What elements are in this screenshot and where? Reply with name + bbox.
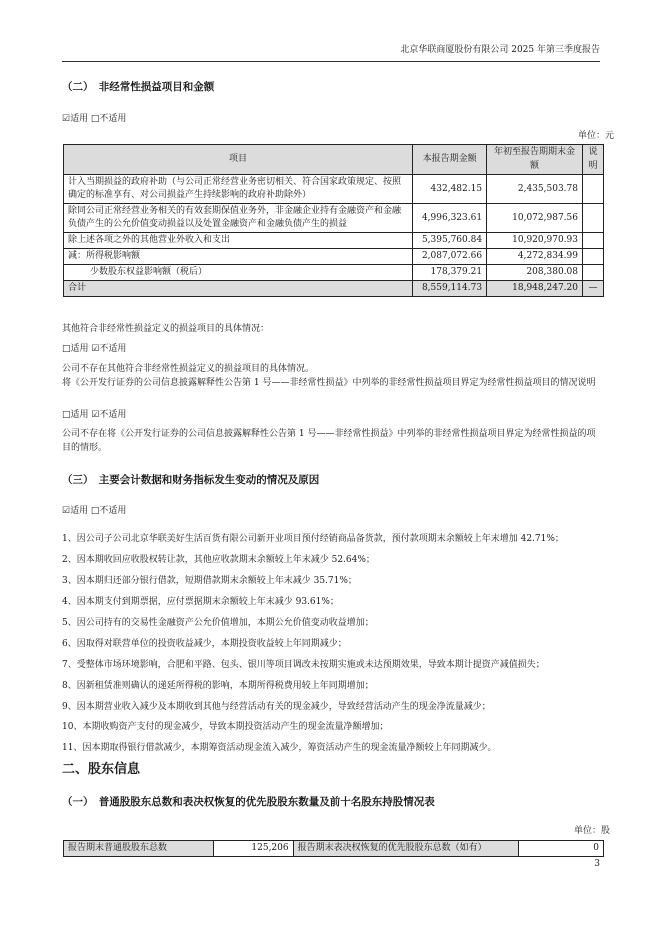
list-item: 7、受整体市场环境影响，合肥和平路、包头、银川等项目调改未按期实施或未达预期效果，导致本期计提资产减值损失；	[62, 659, 545, 670]
page-number: 3	[594, 859, 600, 869]
row-item: 计入当期损益的政府补助（与公司正常经营业务密切相关、符合国家政策规定、按照确定的标准享有、对公司损益产生持续影响的政府补助除外）	[64, 175, 413, 204]
header-note: 说明	[582, 145, 603, 175]
header-ytd: 年初至报告期期末金额	[487, 145, 583, 175]
table-row	[64, 175, 604, 204]
unit-label-sec2: 单位：元	[577, 131, 614, 141]
non-recurring-table	[63, 144, 604, 297]
list-item: 10、本期收购资产支付的现金减少，导致本期投资活动产生的现金流量净额增加；	[62, 722, 389, 733]
row-note	[582, 233, 603, 249]
header-item: 项目	[64, 145, 413, 175]
other-statement: 公司不存在其他符合非经常性损益定义的损益项目的具体情况。	[62, 364, 315, 374]
header-current: 本报告期金额	[413, 145, 487, 175]
row-current: 8,559,114.73	[413, 281, 487, 297]
list-item: 5、因公司持有的交易性金融资产公允价值增加，本期公允价值变动收益增加；	[62, 617, 374, 628]
row-note	[582, 249, 603, 265]
list-item: 4、因本期支付到期票据，应付票据期末余额较上年末减少 93.61%；	[62, 596, 339, 607]
row-item: 少数股东权益影响额（税后）	[64, 265, 413, 281]
list-item: 8、因新租赁准则确认的递延所得税的影响，本期所得税费用较上年同期增加；	[62, 680, 374, 691]
part-title-shareholders: 二、股东信息	[62, 762, 141, 777]
other-items-text: 其他符合非经常性损益定义的损益项目的具体情况：	[62, 324, 270, 334]
list-item: 6、因取得对联营单位的投资收益减少，本期投资收益较上年同期减少；	[62, 638, 347, 649]
value-preferred-holders: 0	[519, 841, 604, 857]
row-current: 5,395,760.84	[413, 233, 487, 249]
list-item: 2、因本期收回应收股权转让款，其他应收款期末余额较上年末减少 52.64%；	[62, 554, 375, 565]
label-common-holders: 报告期末普通股股东总数	[64, 841, 214, 857]
list-item: 11、因本期取得银行借款减少，本期筹资活动现金流入减少，筹资活动产生的现金流量净额较上年同期减少。	[62, 743, 497, 754]
row-item: 除上述各项之外的其他营业外收入和支出	[64, 233, 413, 249]
other-applicability: □适用 ☑不适用	[62, 344, 127, 354]
table-total-row	[64, 281, 604, 297]
subsection-title-shareholders: （一） 普通股股东总数和表决权恢复的优先股股东数量及前十名股东持股情况表	[62, 796, 435, 808]
row-ytd: 18,948,247.20	[487, 281, 583, 297]
list-item: 1、因公司子公司北京华联美好生活百货有限公司新开业项目预付经销商品备货款，预付款项期末余额较上年末增加 42.71%；	[62, 534, 564, 544]
reclass-statement: 公司不存在将《公开发行证券的公司信息披露解释性公告第 1 号——非经常性损益》中列举的非经常性损益项目界定为经常性损益的项目的情形。	[62, 429, 596, 453]
table-row	[64, 204, 604, 233]
row-ytd: 10,072,987.56	[487, 204, 583, 233]
applicability-sec2: ☑适用 □不适用	[62, 114, 127, 124]
table-row	[64, 841, 604, 857]
table-row	[64, 233, 604, 249]
row-note	[582, 175, 603, 204]
row-ytd: 4,272,834.99	[487, 249, 583, 265]
section-title-non-recurring: （二） 非经常性损益项目和金额	[62, 81, 215, 93]
header-rule	[62, 61, 600, 62]
unit-label-shares: 单位：股	[573, 826, 610, 836]
row-item: 减：所得税影响额	[64, 249, 413, 265]
row-note: —	[582, 281, 603, 297]
row-current: 4,996,323.61	[413, 204, 487, 233]
list-item: 3、因本期归还部分银行借款，短期借款期末余额较上年末减少 35.71%；	[62, 575, 357, 586]
change-reasons-list	[62, 533, 607, 763]
row-ytd: 2,435,503.78	[487, 175, 583, 204]
shareholder-count-table	[63, 840, 604, 857]
row-ytd: 10,920,970.93	[487, 233, 583, 249]
row-ytd: 208,380.08	[487, 265, 583, 281]
row-note	[582, 204, 603, 233]
table-row	[64, 249, 604, 265]
list-item: 9、因本期营业收入减少及本期收到其他与经营活动有关的现金减少，导致经营活动产生的现金净流量减少；	[62, 701, 491, 712]
label-preferred-holders: 报告期末表决权恢复的优先股股东总数（如有）	[293, 841, 519, 857]
row-item: 除同公司正常经营业务相关的有效套期保值业务外，非金融企业持有金融资产和金融负债产生的公允价值变动损益以及处置金融资产和金融负债产生的损益	[64, 204, 413, 233]
applicability-sec3: ☑适用 □不适用	[62, 506, 127, 516]
row-item: 合计	[64, 281, 413, 297]
reclass-text: 将《公开发行证券的公司信息披露解释性公告第 1 号——非经常性损益》中列举的非经常性损益项目界定为经常性损益项目的情况说明	[62, 378, 596, 388]
table-row	[64, 265, 604, 281]
row-current: 2,087,072.66	[413, 249, 487, 265]
reclass-applicability: □适用 ☑不适用	[62, 410, 127, 420]
value-common-holders: 125,206	[213, 841, 293, 857]
row-note	[582, 265, 603, 281]
running-header: 北京华联商厦股份有限公司 2025 年第三季度报告	[400, 45, 600, 55]
section-title-changes: （三） 主要会计数据和财务指标发生变动的情况及原因	[62, 474, 320, 486]
row-current: 178,379.21	[413, 265, 487, 281]
row-current: 432,482.15	[413, 175, 487, 204]
table-header-row	[64, 145, 604, 175]
